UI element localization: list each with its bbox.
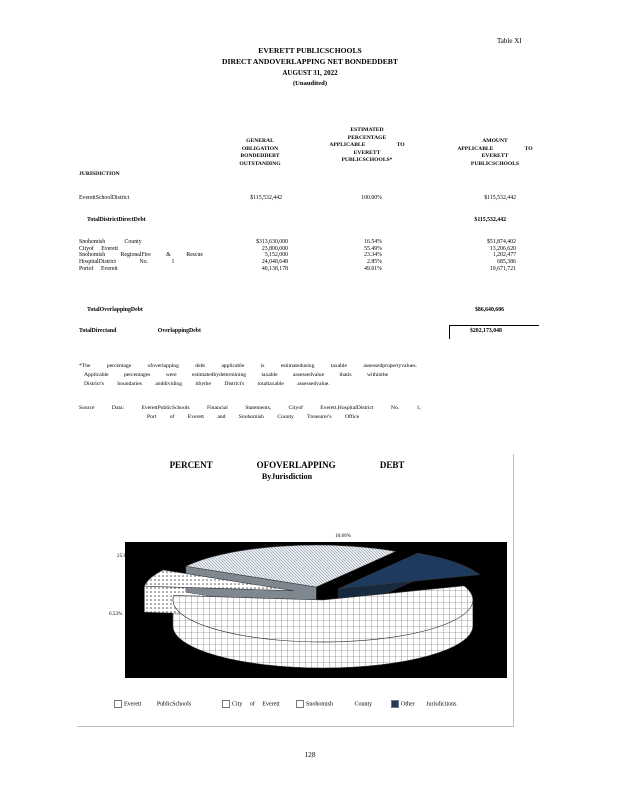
col-header-general: GENERAL OBLIGATION BONDEDDEBT OUTSTANDING	[239, 138, 281, 167]
slice-label-city: 6.53%	[109, 611, 123, 617]
overlap-amount-4: 19,671,721	[489, 265, 516, 272]
direct-amount: $115,532,442	[484, 195, 516, 201]
overlap-amount-3: 685,386	[497, 258, 516, 265]
overlap-amount-0: $51,874,402	[487, 239, 516, 245]
table-number: Table XI	[497, 37, 522, 45]
total-rule-top	[449, 325, 539, 326]
slice-label-other: 10.66%	[335, 533, 351, 539]
overlap-debt-0: $313,630,000	[256, 239, 288, 245]
total-overlapping-label: TotalOverlappingDebt	[87, 307, 143, 313]
overlap-name-1: Cityof Everett	[79, 245, 119, 252]
legend-swatch-county	[296, 700, 304, 708]
legend-item-other: Other Jurisdictions	[391, 700, 457, 708]
total-overlapping-amount: $86,640,606	[475, 307, 504, 313]
legend-item-city: City of Everett	[222, 700, 280, 708]
direct-name: EverettSchoolDistrict	[79, 195, 130, 201]
overlap-amount-2: 1,202,477	[492, 252, 516, 259]
report-date: AUGUST 31, 2022	[282, 69, 338, 77]
total-direct-amount: $115,532,442	[474, 217, 506, 223]
total-all-amount: $202,173,048	[470, 328, 502, 334]
direct-row	[79, 195, 129, 202]
overlap-debt-1: 23,800,000	[261, 245, 288, 252]
overlapping-amounts	[448, 239, 516, 272]
direct-debt: $115,532,442	[250, 195, 282, 201]
overlap-amount-1: 13,206,620	[489, 245, 516, 252]
chart-title-line1: PERCENT OFOVERLAPPING DEBT	[169, 460, 405, 470]
report-title-line2: DIRECT ANDOVERLAPPING NET BONDEDDEBT	[222, 57, 398, 66]
footnote-line2: Applicable percentages were estimatedbydetermining taxable assessedvalue thatis withinthe	[84, 372, 389, 378]
chart-title-line2: ByJurisdiction	[261, 472, 313, 481]
overlap-pct-3: 2.85%	[367, 258, 382, 265]
legend-item-county: Snohomish County	[296, 700, 372, 708]
total-all-label: TotalDirectand OverlappingDebt	[79, 328, 201, 334]
total-rule-left	[449, 325, 450, 339]
overlapping-names	[79, 239, 203, 272]
total-direct-label: TotalDistrictDirectDebt	[87, 217, 146, 223]
overlap-debt-3: 24,048,648	[261, 258, 288, 265]
footnote-line1: *The percentage ofoverlapping debt applicable is estimatedusing taxable assessedpropertyvalues.	[79, 363, 417, 369]
legend-swatch-schools	[114, 700, 122, 708]
slice-label-snohomish: 25.6	[117, 553, 127, 559]
col-header-jurisdiction: JURISDICTION	[79, 171, 120, 177]
col-header-amount: AMOUNT APPLICABLE TO EVERETT PUBLICSCHOOLS	[457, 138, 533, 167]
report-title-line1: EVERETT PUBLICSCHOOLS	[258, 46, 362, 55]
legend-swatch-city	[222, 700, 230, 708]
overlap-name-3: HospitalDistrict No. 1	[79, 258, 175, 265]
overlap-pct-0: 16.54%	[364, 239, 382, 245]
overlapping-debts	[212, 239, 288, 272]
pie-chart	[125, 542, 507, 678]
overlap-pct-2: 23.34%	[364, 252, 382, 259]
legend-swatch-other	[391, 700, 399, 708]
overlapping-pcts	[330, 239, 382, 272]
overlap-name-2: Snohomish RegionalFire & Rescue	[79, 252, 203, 259]
source-line1: Source Data: EverettPublicSchools Financial Statements, Cityof Everett,HospitalDistrict No. 1,	[79, 405, 421, 411]
overlap-name-4: Portof Everett	[79, 265, 118, 272]
overlap-pct-1: 55.49%	[364, 245, 382, 252]
col-header-estimated: ESTIMATED PERCENTAGE APPLICABLE TO EVERETT PUBLICSCHOOLS*	[329, 127, 405, 164]
page-number: 128	[304, 750, 316, 759]
footnote-line3: District's boundaries anddividing itbythe District's totaltaxable assessedvalue.	[84, 381, 330, 387]
slice-label-schools: 57.15%	[459, 650, 475, 656]
legend-item-schools: Everett PublicSchools	[114, 700, 191, 708]
report-unaudited: (Unaudited)	[292, 80, 328, 87]
pie-chart-frame	[77, 454, 514, 727]
source-line2: Port of Everett and Snohomish County Treasurer's Office	[147, 414, 360, 420]
overlap-debt-4: 40,138,178	[261, 265, 288, 272]
overlap-name-0: Snohomish County	[79, 239, 142, 245]
overlap-debt-2: 5,152,000	[264, 252, 288, 259]
direct-pct: 100.00%	[361, 195, 382, 201]
overlap-pct-4: 49.01%	[364, 265, 382, 272]
